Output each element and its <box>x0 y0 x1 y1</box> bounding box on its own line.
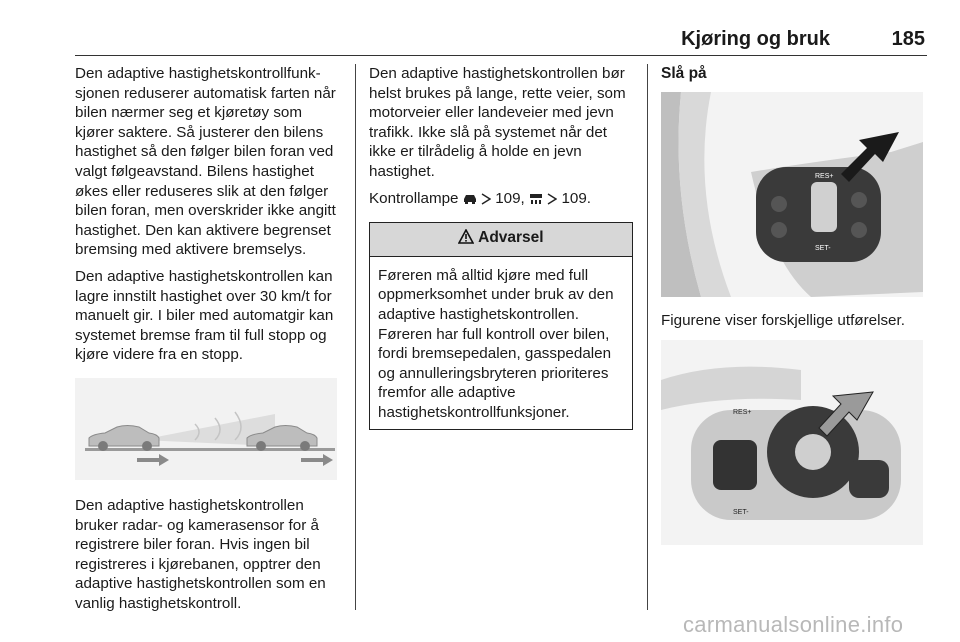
section-heading: Slå på <box>661 65 707 82</box>
header-rule <box>75 55 927 56</box>
page-header <box>75 28 925 58</box>
warning-triangle-icon <box>458 229 474 250</box>
distance-car-icon <box>529 191 543 211</box>
indicator-label: Kontrollampe <box>369 189 459 207</box>
res-label: RES+ <box>733 409 752 417</box>
steering-wheel-controls-figure-1 <box>661 92 923 297</box>
page-number: 185 <box>891 28 925 50</box>
page-reference: 109, <box>495 189 525 207</box>
column-2 <box>369 64 633 430</box>
set-label: SET- <box>815 244 831 252</box>
radar-illustration <box>75 378 337 480</box>
figure-caption: Figurene viser forskjellige utførelser. <box>661 311 905 329</box>
column-divider <box>647 64 648 610</box>
column-3 <box>661 64 926 545</box>
steering-wheel-controls-figure-2 <box>661 340 923 545</box>
res-label: RES+ <box>815 172 834 180</box>
cruise-car-icon <box>463 191 477 211</box>
paragraph: Den adaptive hastighetskontrollfunksjonen reduserer automatisk farten når bilen nærmer seg et kjøretøy som kjører saktere. Så justerer den bilens hastighet så den følger bilen foran ved valgt følgeavstand. Bilens hastighet økes eller reduseres slik at den følger bilen foran, men overskrider ikke angitt hastighet. Den kan aktivere begrenset bremsing med aktivere bremselys. <box>75 65 336 259</box>
warning-box <box>369 222 633 429</box>
column-divider <box>355 64 356 610</box>
indicator-line <box>369 189 633 211</box>
watermark: carmanualsonline.info <box>683 612 904 637</box>
column-1 <box>75 64 343 620</box>
paragraph: Den adaptive hastighetskontrollen bruker radar- og kamerasensor for å registrere biler foran. Hvis ingen bil registreres i kjørebanen, opptrer den adaptive hastighetskontrollen som en vanlig hastighetskontroll. <box>75 496 326 612</box>
warning-header <box>370 223 632 257</box>
reference-arrow-icon <box>481 191 491 211</box>
warning-title: Advarsel <box>478 229 544 247</box>
paragraph: Den adaptive hastighetskontrollen kan lagre innstilt hastighet over 30 km/t for manuelt gir. I biler med automatgir kan systemet bremse fram til full stopp og kjøre videre fra en stopp. <box>75 267 334 364</box>
paragraph: Den adaptive hastighetskontrollen bør helst brukes på lange, rette veier, som motorveier eller landeveier med jevn trafikk. Ikke slå på systemet når det ikke er tilrådelig å holde en jevn hastighet. <box>369 65 626 180</box>
page-reference: 109. <box>561 189 592 207</box>
warning-text: Føreren må alltid kjøre med full oppmerksomhet under bruk av den adaptive hastighetskontrollen. Føreren har full kontroll over bilen, fordi bremsepedalen, gasspedalen og annulleringsbryteren prioriteres fremfor alle adaptive hastighetskontrollfunksjoner. <box>378 266 614 421</box>
chapter-title: Kjøring og bruk <box>681 28 830 50</box>
set-label: SET- <box>733 509 749 517</box>
reference-arrow-icon <box>547 191 557 211</box>
